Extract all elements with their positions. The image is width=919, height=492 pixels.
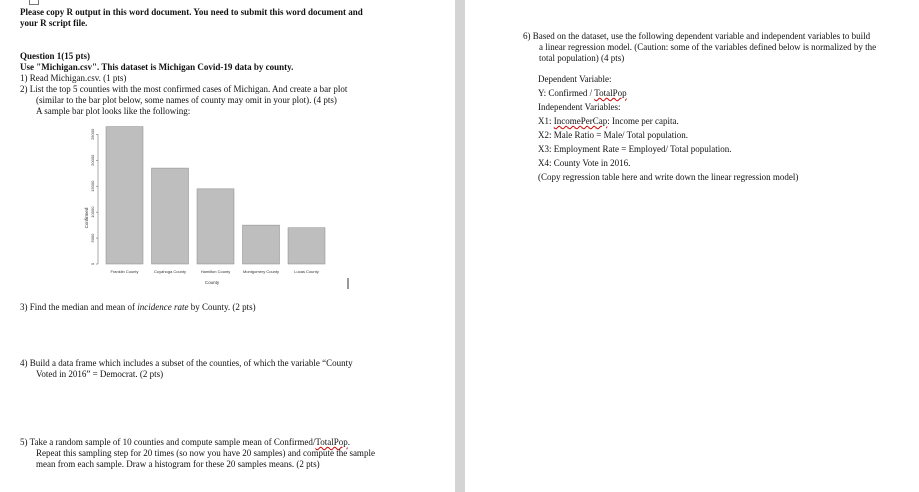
y-text: Y: Confirmed / bbox=[538, 88, 595, 98]
y-tick-label-3: 15000 bbox=[90, 180, 95, 192]
question-1-dataset: Use "Michigan.csv". This dataset is Michigan Covid-19 data by county. bbox=[20, 62, 294, 72]
independent-variable-x4: X4: County Vote in 2016. bbox=[538, 158, 631, 168]
item-5-text: 5) Take a random sample of 10 counties and compute sample mean of Confirmed/ bbox=[20, 437, 316, 447]
page-gutter bbox=[455, 0, 465, 492]
item-4-line-1: 4) Build a data frame which includes a subset of the counties, of which the variable “County bbox=[20, 358, 353, 368]
x-tick-label-3: Montgomery County bbox=[242, 269, 280, 274]
item-3-text: 3) Find the median and mean of bbox=[20, 302, 138, 312]
item-5-spellcheck-word[interactable]: TotalPop bbox=[315, 437, 348, 447]
x-tick-label-0: Franklin County bbox=[110, 269, 139, 274]
item-1: 1) Read Michigan.csv. (1 pts) bbox=[20, 73, 127, 83]
bar-0 bbox=[106, 127, 143, 264]
sample-bar-chart bbox=[80, 118, 350, 290]
text-cursor-marker bbox=[29, 0, 39, 5]
y-spellcheck-word[interactable]: TotalPop bbox=[594, 88, 627, 98]
x-tick-label-4: Lucas County bbox=[294, 269, 319, 274]
question-1-title: Question 1(15 pts) bbox=[20, 51, 91, 61]
item-5-line-1 bbox=[20, 437, 350, 448]
bar-1 bbox=[152, 168, 189, 264]
item-3 bbox=[20, 302, 256, 313]
item-6-line-2: a linear regression model. (Caution: some of the variables defined below is normalized by the bbox=[539, 42, 877, 52]
independent-variable-x3: X3: Employment Rate = Employed/ Total population. bbox=[538, 144, 732, 154]
intro-line-2: your R script file. bbox=[20, 18, 88, 28]
item-4-line-2: Voted in 2016” = Democrat. (2 pts) bbox=[36, 369, 164, 379]
independent-variable-x2: X2: Male Ratio = Male/ Total population. bbox=[538, 130, 689, 140]
x1-spellcheck-word[interactable]: IncomePerCap bbox=[553, 116, 608, 126]
chart-x-axis-label: County bbox=[204, 280, 220, 285]
x-tick-label-1: Cuyahoga County bbox=[153, 269, 187, 274]
item-6-line-3: total population) (4 pts) bbox=[539, 53, 625, 63]
x1-prefix: X1: bbox=[538, 116, 554, 126]
y-tick-label-5: 25000 bbox=[90, 128, 95, 140]
item-2-line-3: A sample bar plot looks like the following: bbox=[36, 106, 191, 116]
item-5-period: . bbox=[347, 437, 350, 447]
dependent-variable-y bbox=[538, 88, 627, 99]
document-page-right[interactable] bbox=[465, 0, 919, 492]
item-6-line-1: 6) Based on the dataset, use the following dependent variable and independent variables to build bbox=[523, 31, 871, 41]
bar-4 bbox=[288, 228, 325, 264]
bar-2 bbox=[197, 189, 234, 264]
item-5-line-2: Repeat this sampling step for 20 times (so now you have 20 samples) and compute the sample bbox=[36, 448, 375, 458]
item-2-line-1: 2) List the top 5 counties with the most confirmed cases of Michigan. And create a bar plot bbox=[20, 84, 348, 94]
independent-variable-x1 bbox=[538, 116, 679, 127]
chart-y-axis-label: Confirmed bbox=[84, 207, 89, 229]
x1-description: : Income per capita. bbox=[607, 116, 679, 126]
dependent-variable-label: Dependent Variable: bbox=[538, 74, 612, 84]
bar-3 bbox=[243, 225, 280, 264]
item-2-line-2: (similar to the bar plot below, some names of county may omit in your plot). (4 pts) bbox=[36, 95, 337, 105]
copy-regression-note: (Copy regression table here and write down the linear regression model) bbox=[538, 172, 799, 182]
y-tick-label-1: 5000 bbox=[90, 233, 95, 243]
intro-line-1: Please copy R output in this word document. You need to submit this word document and bbox=[20, 7, 363, 17]
y-tick-label-4: 20000 bbox=[90, 154, 95, 166]
item-5-line-3: mean from each sample. Draw a histogram for these 20 samples means. (2 pts) bbox=[36, 459, 320, 469]
document-page-left[interactable] bbox=[0, 0, 455, 492]
y-tick-label-2: 10000 bbox=[90, 206, 95, 218]
independent-variables-label: Independent Variables: bbox=[538, 102, 621, 112]
x-tick-label-2: Hamilton County bbox=[200, 269, 231, 274]
item-3-points: by County. (2 pts) bbox=[188, 302, 256, 312]
item-3-emphasis: incidence rate bbox=[137, 302, 189, 312]
y-tick-label-0: 0 bbox=[90, 262, 95, 266]
